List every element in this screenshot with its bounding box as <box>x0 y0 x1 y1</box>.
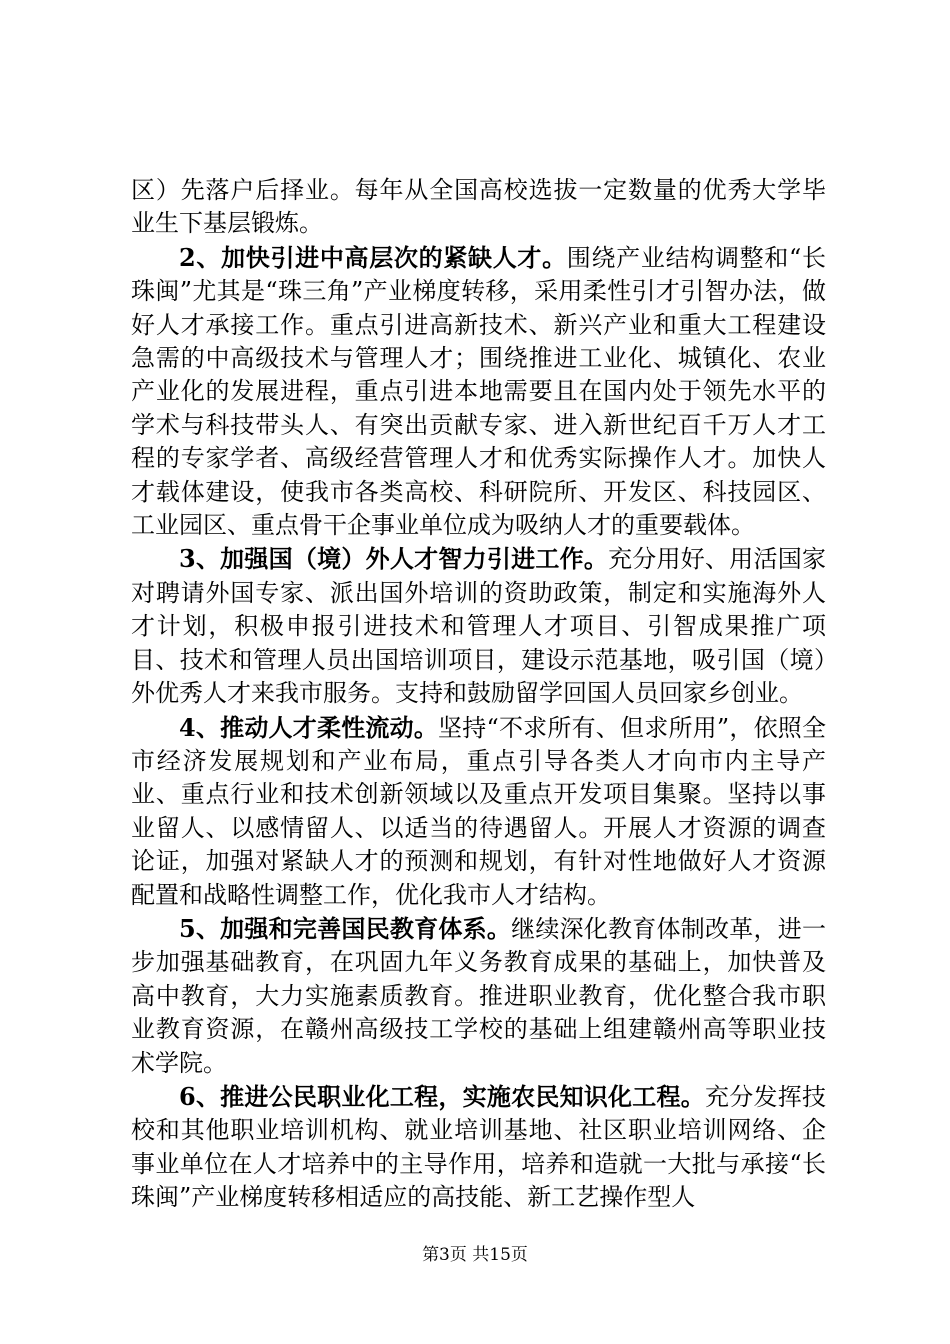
paragraph-4 <box>131 912 826 1080</box>
paragraph-4-lead: 5、加强和完善国民教育体系。 <box>179 913 512 943</box>
paragraph-5 <box>131 1080 826 1215</box>
paragraph-5-lead: 6、推进公民职业化工程，实施农民知识化工程。 <box>179 1081 706 1111</box>
paragraph-1-lead: 2、加快引进中高层次的紧缺人才。 <box>179 242 567 272</box>
paragraph-1 <box>131 241 826 543</box>
paragraph-3-text: 坚持“不求所有、但求所用”，依照全市经济发展规划和产业布局，重点引导各类人才向市内主导产业、重点行业和技术创新领域以及重点开发项目集聚。坚持以事业留人、以感情留人、以适当的待遇留人。开展人才资源的调查论证，加强对紧缺人才的预测和规划，有针对性地做好人才资源配置和战略性调整工作，优化我市人才结构。 <box>131 713 826 909</box>
paragraph-4-text: 继续深化教育体制改革，进一步加强基础教育，在巩固九年义务教育成果的基础上，加快普及高中教育，大力实施素质教育。推进职业教育，优化整合我市职业教育资源，在赣州高级技工学校的基础上组建赣州高等职业技术学院。 <box>131 914 826 1077</box>
paragraph-0 <box>131 173 826 241</box>
page-number-footer: 第3页 共15页 <box>422 1245 528 1265</box>
paragraph-0-text: 区）先落户后择业。每年从全国高校选拔一定数量的优秀大学毕业生下基层锻炼。 <box>131 176 826 238</box>
paragraph-2-lead: 3、加强国（境）外人才智力引进工作。 <box>179 544 609 574</box>
paragraph-1-text: 围绕产业结构调整和“长珠闽”尤其是“珠三角”产业梯度转移，采用柔性引才引智办法，做好人才承接工作。重点引进高新技术、新兴产业和重大工程建设急需的中高级技术与管理人才；围绕推进工业化、城镇化、农业产业化的发展进程，重点引进本地需要且在国内处于领先水平的学术与科技带头人、有突出贡献专家、进入新世纪百千万人才工程的专家学者、高级经营管理人才和优秀实际操作人才。加快人才载体建设，使我市各类高校、科研院所、开发区、科技园区、工业园区、重点骨干企事业单位成为吸纳人才的重要载体。 <box>131 243 826 540</box>
paragraph-3-lead: 4、推动人才柔性流动。 <box>179 712 439 742</box>
paragraph-5-text: 充分发挥技校和其他职业培训机构、就业培训基地、社区职业培训网络、企事业单位在人才培养中的主导作用，培养和造就一大批与承接“长珠闽”产业梯度转移相适应的高技能、新工艺操作型人 <box>131 1082 826 1212</box>
paragraph-2 <box>131 542 826 710</box>
document-body <box>131 173 826 1215</box>
paragraph-3 <box>131 711 826 912</box>
paragraph-2-text: 充分用好、用活国家对聘请外国专家、派出国外培训的资助政策，制定和实施海外人才计划，积极申报引进技术和管理人才项目、引智成果推广项目、技术和管理人员出国培训项目，建设示范基地，吸引国（境）外优秀人才来我市服务。支持和鼓励留学回国人员回家乡创业。 <box>131 545 826 708</box>
